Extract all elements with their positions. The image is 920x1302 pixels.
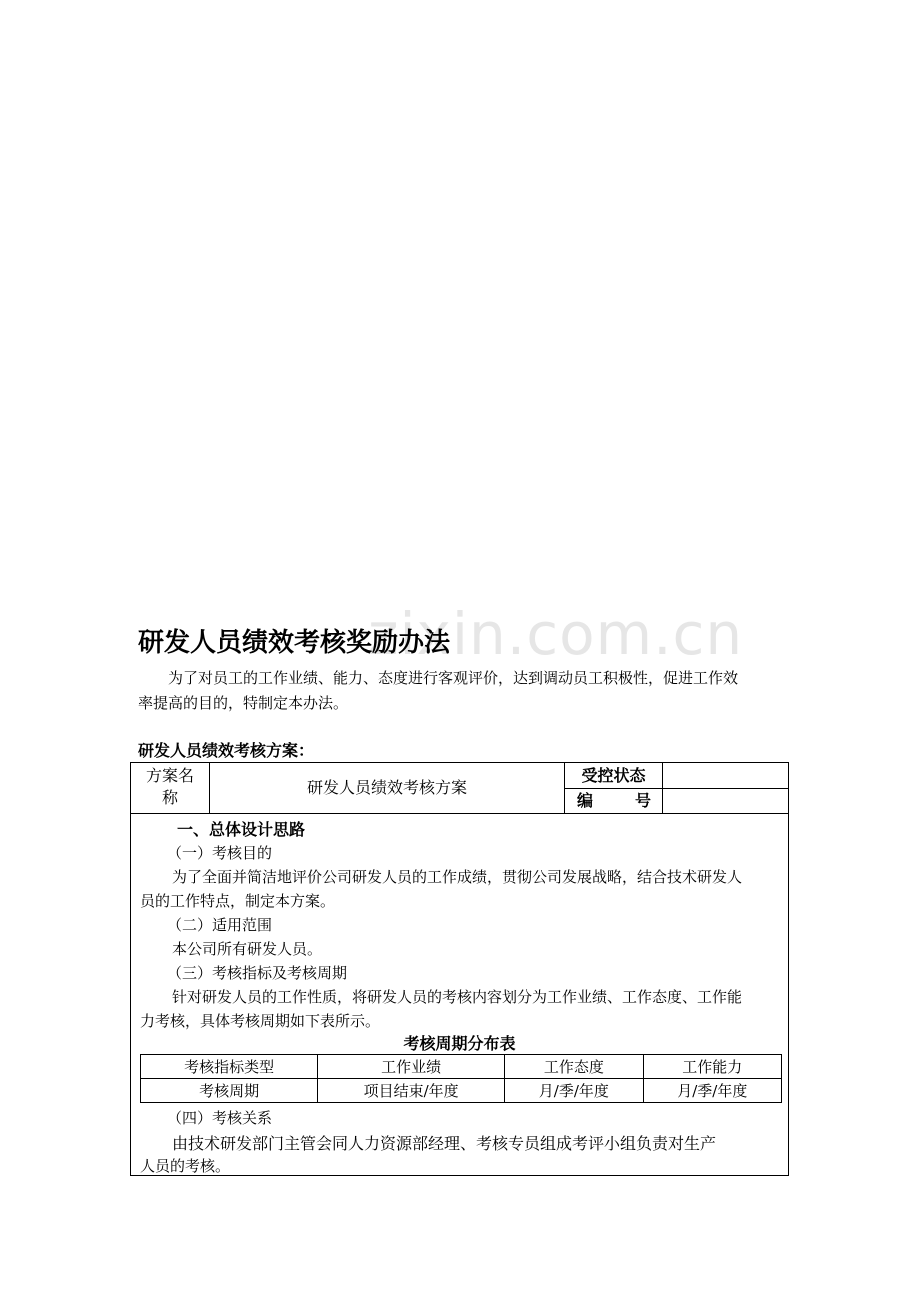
table-cell: 项目结束/年度 [318, 1079, 505, 1103]
sub-3-text-line-2: 力考核，具体考核周期如下表所示。 [140, 1012, 381, 1030]
number-label: 编 号 [577, 791, 652, 810]
table-cell: 月/季/年度 [643, 1079, 781, 1103]
table-row [141, 1079, 782, 1103]
document-title: 研发人员绩效考核奖励办法 [138, 628, 451, 658]
intro-line-1: 为了对员工的工作业绩、能力、态度进行客观评价，达到调动员工积极性，促进工作效 [168, 669, 739, 687]
control-status-value [663, 763, 788, 788]
watermark: zixin.com.cn [368, 600, 744, 668]
table-cell: 考核周期 [141, 1079, 318, 1103]
table-cell: 考核指标类型 [141, 1055, 318, 1079]
sub-4-heading: （四）考核关系 [167, 1109, 273, 1127]
sub-1-text-line-2: 员的工作特点，制定本方案。 [140, 892, 336, 910]
sub-1-heading: （一）考核目的 [167, 844, 273, 862]
number-value [663, 789, 788, 813]
sub-4-text-line-2: 人员的考核。 [140, 1157, 231, 1175]
section-1-heading: 一、总体设计思路 [177, 820, 306, 839]
sub-2-text: 本公司所有研发人员。 [172, 940, 323, 958]
scheme-name-label: 方案名 称 [145, 766, 194, 807]
sub-3-text-line-1: 针对研发人员的工作性质，将研发人员的考核内容划分为工作业绩、工作态度、工作能 [172, 988, 743, 1006]
scheme-name-value: 研发人员绩效考核方案 [306, 778, 467, 797]
table-cell: 工作能力 [643, 1055, 781, 1079]
sub-2-heading: （二）适用范围 [167, 916, 273, 934]
sub-3-heading: （三）考核指标及考核周期 [167, 964, 348, 982]
table-row [141, 1055, 782, 1079]
cycle-table-title: 考核周期分布表 [403, 1034, 516, 1053]
cycle-table [140, 1054, 782, 1103]
scheme-heading: 研发人员绩效考核方案： [138, 741, 315, 760]
table-cell: 工作业绩 [318, 1055, 505, 1079]
intro-line-2: 率提高的目的，特制定本办法。 [138, 694, 349, 712]
table-cell: 月/季/年度 [505, 1079, 643, 1103]
sub-1-text-line-1: 为了全面并简洁地评价公司研发人员的工作成绩，贯彻公司发展战略，结合技术研发人 [172, 868, 743, 886]
scheme-table [130, 762, 789, 1176]
table-cell: 工作态度 [505, 1055, 643, 1079]
scheme-header [131, 763, 788, 814]
control-status-label: 受控状态 [581, 766, 646, 785]
sub-4-text-line-1: 由技术研发部门主管会同人力资源部经理、考核专员组成考评小组负责对生产 [172, 1134, 717, 1153]
intro-paragraph [138, 666, 788, 716]
